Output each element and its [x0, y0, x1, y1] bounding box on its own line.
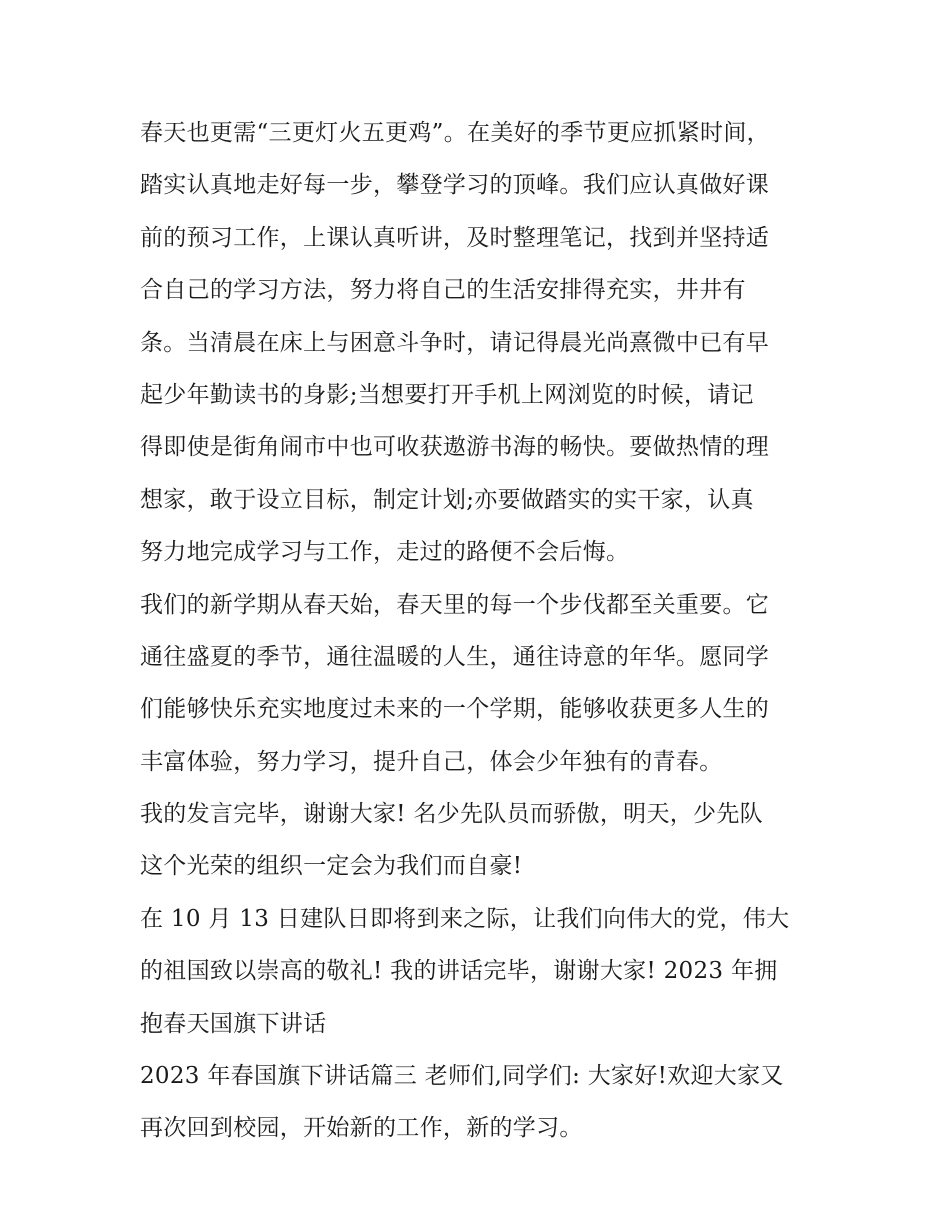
text-line: 再次回到校园，开始新的工作，新的学习。 [140, 1115, 583, 1142]
text-line: 努力地完成学习与工作，走过的路便不会后悔。 [140, 539, 630, 566]
text-line: 春天也更需“三更灯火五更鸡”。在美好的季节更应抓紧时间， [140, 120, 770, 146]
text-line: 得即使是街角闹市中也可收获遨游书海的畅快。要做热情的理 [140, 434, 770, 461]
text-line: 的祖国致以崇高的敬礼! 我的讲话完毕，谢谢大家! 2023 年拥 [140, 958, 778, 985]
text-line: 合自己的学习方法，努力将自己的生活安排得充实，井井有 [140, 277, 746, 304]
text-line: 想家，敢于设立目标，制定计划;亦要做踏实的实干家，认真 [140, 486, 754, 513]
text-line: 踏实认真地走好每一步，攀登学习的顶峰。我们应认真做好课 [140, 172, 770, 199]
text-line: 前的预习工作，上课认真听讲，及时整理笔记，找到并坚持适 [140, 224, 770, 251]
text-line: 我的发言完毕，谢谢大家! 名少先队员而骄傲，明天，少先队 [140, 801, 763, 828]
text-line: 我们的新学期从春天始，春天里的每一个步伐都至关重要。它 [140, 591, 770, 618]
text-line: 这个光荣的组织一定会为我们而自豪! [140, 853, 523, 880]
text-line: 条。当清晨在床上与困意斗争时，请记得晨光尚熹微中已有早 [140, 329, 770, 356]
text-line: 丰富体验，努力学习，提升自己，体会少年独有的青春。 [140, 748, 723, 775]
text-line: 2023 年春国旗下讲话篇三 老师们,同学们: 大家好!欢迎大家又 [140, 1063, 784, 1090]
text-line: 起少年勤读书的身影;当想要打开手机上网浏览的时候，请记 [140, 381, 754, 408]
speech-text-body [140, 107, 830, 1155]
text-line: 们能够快乐充实地度过未来的一个学期，能够收获更多人生的 [140, 696, 770, 723]
text-line: 通往盛夏的季节，通往温暖的人生，通往诗意的年华。愿同学 [140, 643, 770, 670]
text-line: 抱春天国旗下讲话 [140, 1010, 327, 1037]
text-line: 在 10 月 13 日建队日即将到来之际，让我们向伟大的党，伟大 [140, 905, 790, 932]
